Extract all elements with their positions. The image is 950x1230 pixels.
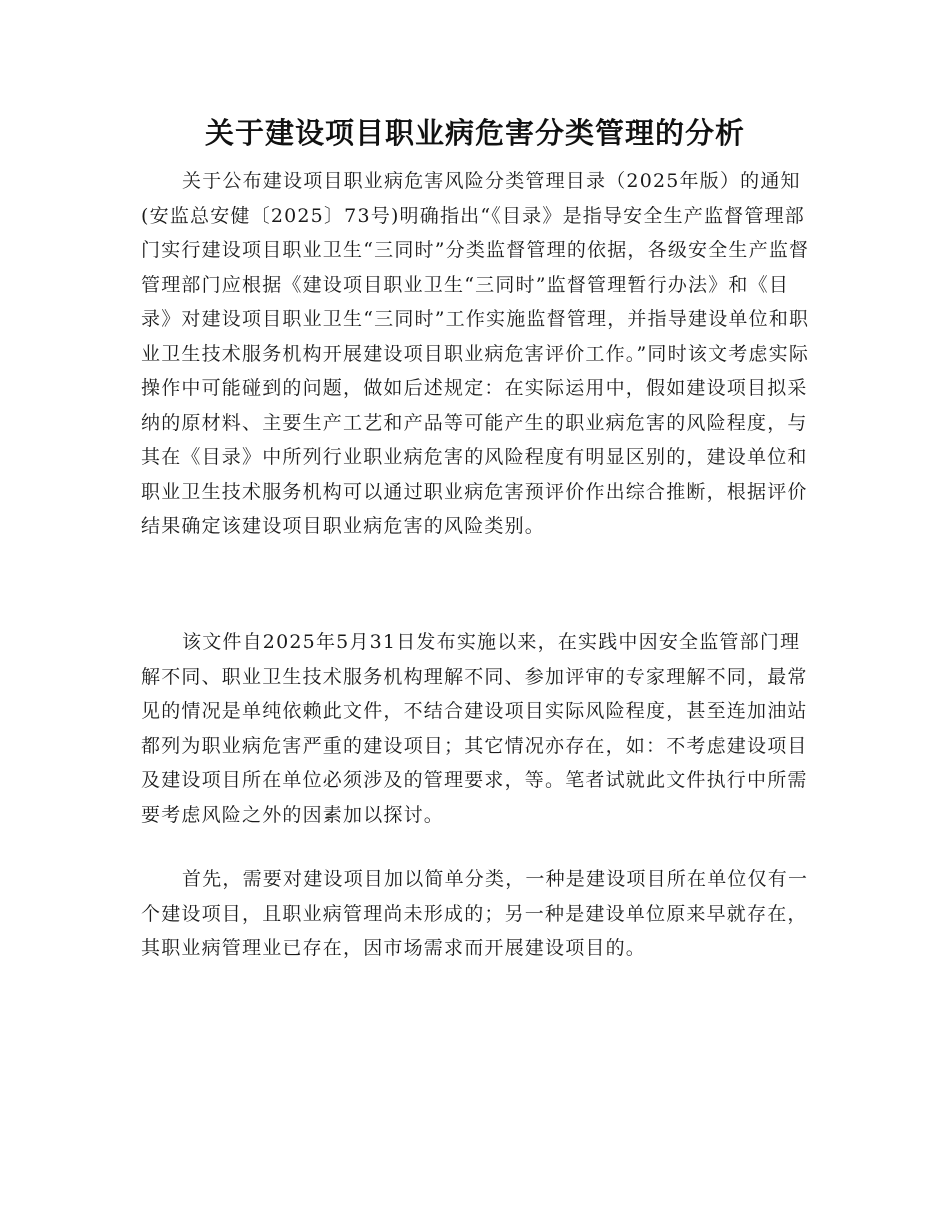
document-title: 关于建设项目职业病危害分类管理的分析 <box>204 116 745 150</box>
body-paragraph-1: 关于公布建设项目职业病危害风险分类管理目录（2025年版）的通知(安监总安健〔2025〕73号)明确指出“《目录》是指导安全生产监督管理部门实行建设项目职业卫生“三同时”分类监督管理的依据，各级安全生产监督管理部门应根据《建设项目职业卫生“三同时”监督管理暂行办法》和《目录》对建设项目职业卫生“三同时”工作实施监督管理，并指导建设单位和职业卫生技术服务机构开展建设项目职业病危害评价工作。”同时该文考虑实际操作中可能碰到的问题，做如后述规定：在实际运用中，假如建设项目拟采纳的原材料、主要生产工艺和产品等可能产生的职业病危害的风险程度，与其在《目录》中所列行业职业病危害的风险程度有明显区别的，建设单位和职业卫生技术服务机构可以通过职业病危害预评价作出综合推断，根据评价结果确定该建设项目职业病危害的风险类别。 <box>141 170 810 537</box>
body-paragraph-2: 该文件自2025年5月31日发布实施以来，在实践中因安全监管部门理解不同、职业卫生技术服务机构理解不同、参加评审的专家理解不同，最常见的情况是单纯依赖此文件，不结合建设项目实际风险程度，甚至连加油站都列为职业病危害严重的建设项目；其它情况亦存在，如：不考虑建设项目及建设项目所在单位必须涉及的管理要求，等。笔者试就此文件执行中所需要考虑风险之外的因素加以探讨。 <box>141 631 808 826</box>
body-paragraph-3: 首先，需要对建设项目加以简单分类，一种是建设项目所在单位仅有一个建设项目，且职业病管理尚未形成的；另一种是建设单位原来早就存在，其职业病管理业已存在，因市场需求而开展建设项目的。 <box>141 868 809 959</box>
